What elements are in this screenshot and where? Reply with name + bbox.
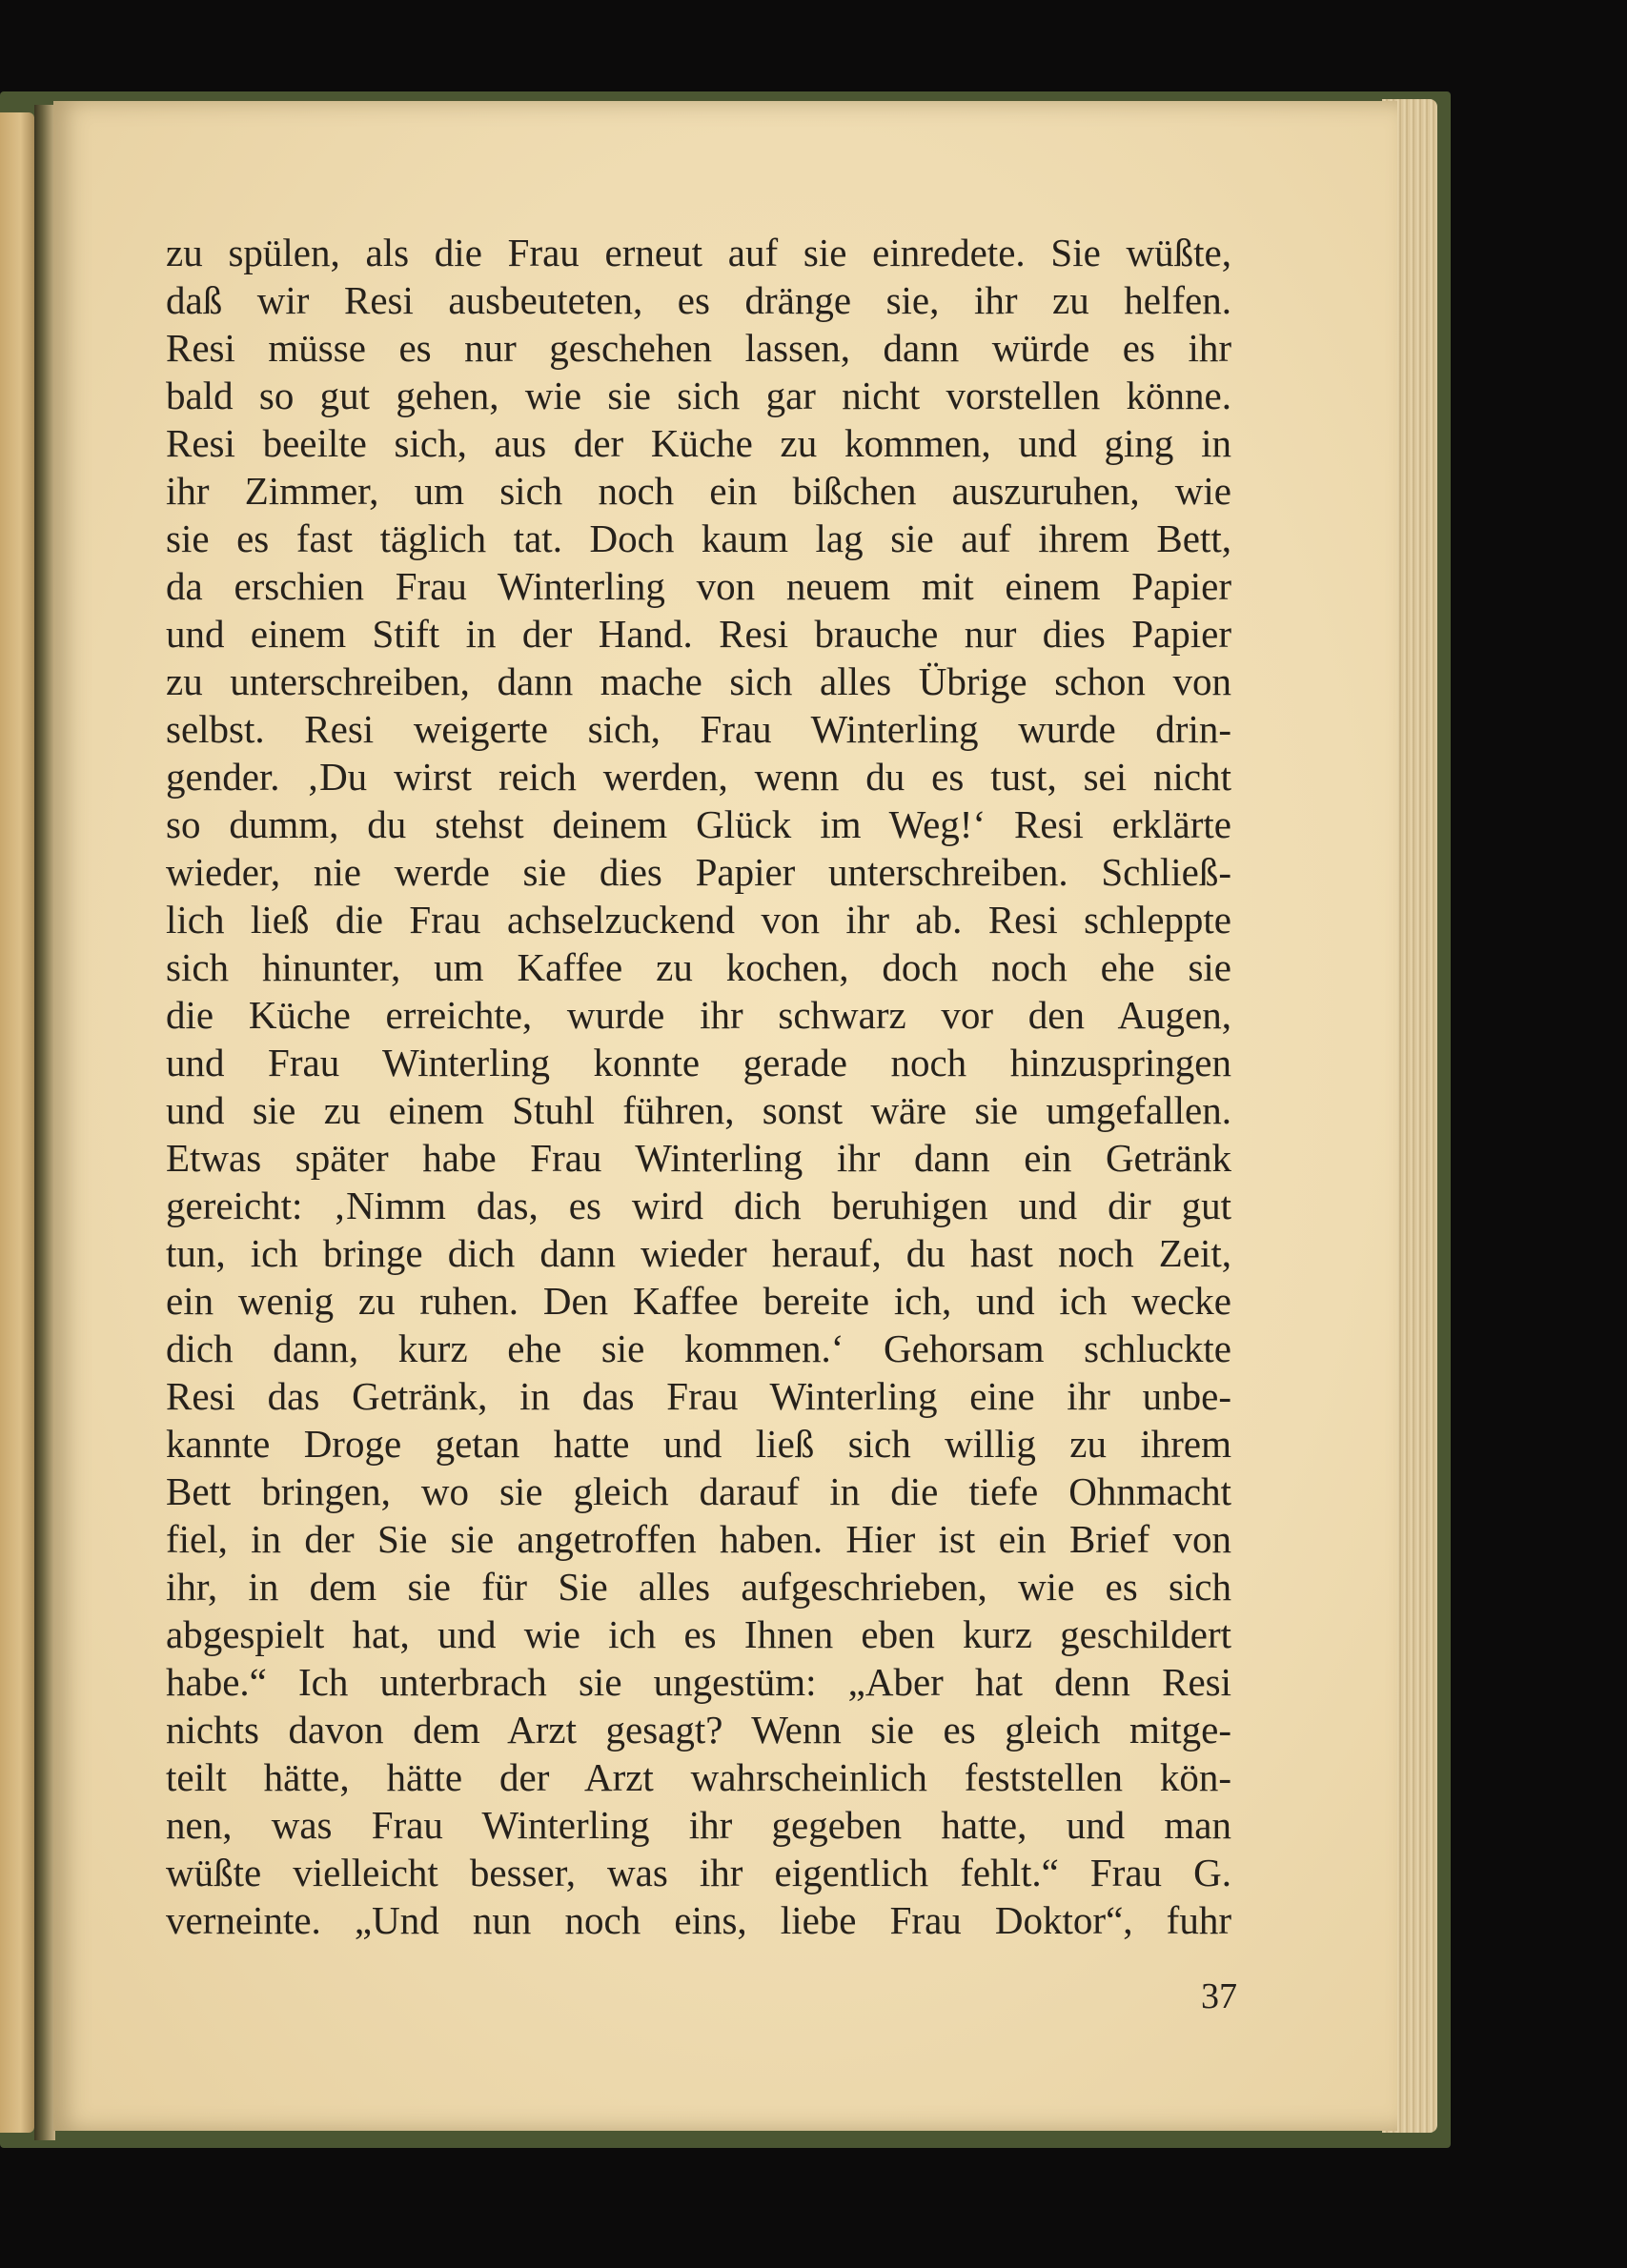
text-line: daß wir Resi ausbeuteten, es dränge sie, ihr zu helfen.: [166, 278, 1231, 322]
text-line: Resi beeilte sich, aus der Küche zu kommen, und ging in: [166, 421, 1231, 465]
text-line: dich dann, kurz ehe sie kommen.‘ Gehorsam schluckte: [166, 1326, 1231, 1370]
text-line: Resi das Getränk, in das Frau Winterling eine ihr unbe-: [166, 1374, 1231, 1418]
text-line: Etwas später habe Frau Winterling ihr dann ein Getränk: [166, 1136, 1231, 1180]
text-line: abgespielt hat, und wie ich es Ihnen eben kurz geschildert: [166, 1612, 1231, 1656]
book-gutter: [34, 105, 55, 2140]
text-line: verneinte. „Und nun noch eins, liebe Frau Doktor“, fuhr: [166, 1898, 1231, 1942]
text-line: nen, was Frau Winterling ihr gegeben hatte, und man: [166, 1803, 1231, 1847]
text-line: ihr, in dem sie für Sie alles aufgeschrieben, wie es sich: [166, 1565, 1231, 1609]
text-line: sie es fast täglich tat. Doch kaum lag sie auf ihrem Bett,: [166, 516, 1231, 560]
text-line: da erschien Frau Winterling von neuem mit einem Papier: [166, 564, 1231, 608]
text-line: gender. ‚Du wirst reich werden, wenn du es tust, sei nicht: [166, 755, 1231, 799]
facing-page-edge: [0, 112, 34, 2133]
text-line: Bett bringen, wo sie gleich darauf in die tiefe Ohnmacht: [166, 1469, 1231, 1513]
text-line: ihr Zimmer, um sich noch ein bißchen auszuruhen, wie: [166, 469, 1231, 513]
text-line: lich ließ die Frau achselzuckend von ihr ab. Resi schleppte: [166, 898, 1231, 942]
text-line: teilt hätte, hätte der Arzt wahrscheinlich feststellen kön-: [166, 1755, 1231, 1799]
text-line: fiel, in der Sie sie angetroffen haben. Hier ist ein Brief von: [166, 1517, 1231, 1561]
text-line: die Küche erreichte, wurde ihr schwarz vor den Augen,: [166, 993, 1231, 1037]
text-line: Resi müsse es nur geschehen lassen, dann würde es ihr: [166, 326, 1231, 370]
text-line: und einem Stift in der Hand. Resi brauche nur dies Papier: [166, 612, 1231, 656]
text-line: ein wenig zu ruhen. Den Kaffee bereite ich, und ich wecke: [166, 1279, 1231, 1323]
text-line: wieder, nie werde sie dies Papier unterschreiben. Schließ-: [166, 850, 1231, 894]
text-line: so dumm, du stehst deinem Glück im Weg!‘ Resi erklärte: [166, 802, 1231, 846]
text-line: und Frau Winterling konnte gerade noch hinzuspringen: [166, 1041, 1231, 1084]
text-line: gereicht: ‚Nimm das, es wird dich beruhigen und dir gut: [166, 1184, 1231, 1227]
text-line: zu unterschreiben, dann mache sich alles Übrige schon von: [166, 659, 1231, 703]
page-number: 37: [1201, 1976, 1237, 2016]
text-line: tun, ich bringe dich dann wieder herauf, du hast noch Zeit,: [166, 1231, 1231, 1275]
text-line: kannte Droge getan hatte und ließ sich willig zu ihrem: [166, 1422, 1231, 1466]
text-line: sich hinunter, um Kaffee zu kochen, doch noch ehe sie: [166, 945, 1231, 989]
text-line: habe.“ Ich unterbrach sie ungestüm: „Aber hat denn Resi: [166, 1660, 1231, 1704]
body-text: [166, 229, 1231, 1944]
text-line: und sie zu einem Stuhl führen, sonst wäre sie umgefallen.: [166, 1088, 1231, 1132]
text-line: selbst. Resi weigerte sich, Frau Winterling wurde drin-: [166, 707, 1231, 751]
text-line: nichts davon dem Arzt gesagt? Wenn sie es gleich mitge-: [166, 1708, 1231, 1752]
text-line: bald so gut gehen, wie sie sich gar nicht vorstellen könne.: [166, 374, 1231, 417]
text-line: wüßte vielleicht besser, was ihr eigentlich fehlt.“ Frau G.: [166, 1851, 1231, 1894]
text-line: zu spülen, als die Frau erneut auf sie einredete. Sie wüßte,: [166, 231, 1231, 274]
